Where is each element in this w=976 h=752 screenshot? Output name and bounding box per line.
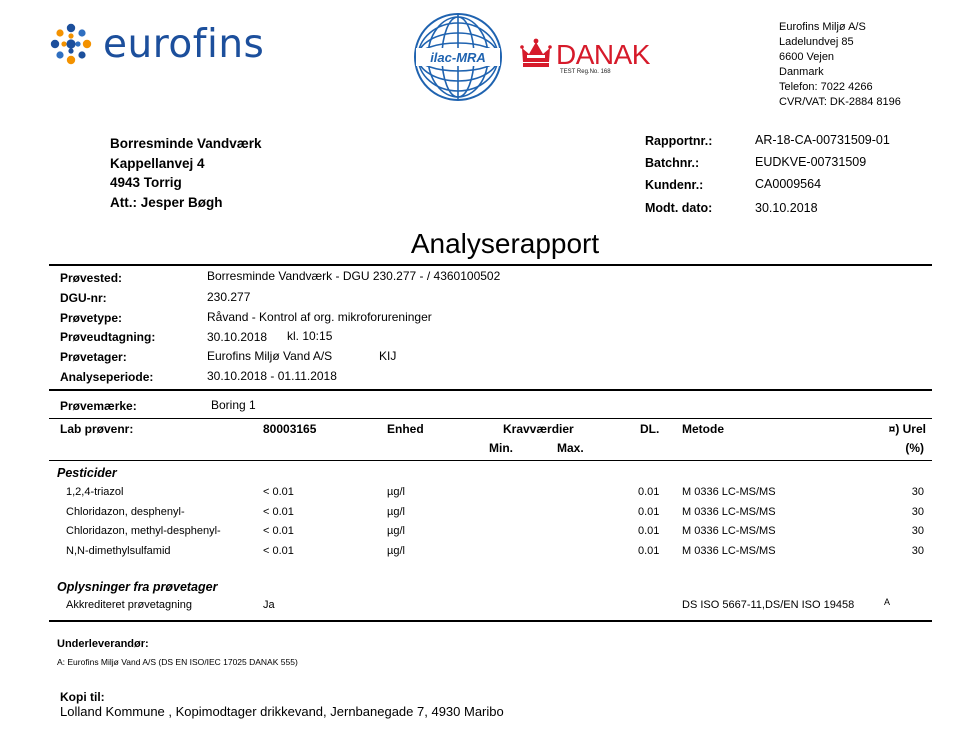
- divider: [49, 389, 932, 391]
- analyte-name: 1,2,4-triazol: [66, 486, 124, 498]
- kopi-value: Lolland Kommune , Kopimodtager drikkevand, Jernbanegade 7, 4930 Maribo: [60, 704, 504, 719]
- col-urel-header: ¤) Urel: [888, 422, 926, 436]
- analyte-name: N,N-dimethylsulfamid: [66, 545, 171, 557]
- col-min-header: Min.: [489, 441, 513, 455]
- analyte-value: < 0.01: [263, 506, 294, 518]
- analyte-urel: 30: [911, 486, 924, 498]
- col-dl-header: DL.: [640, 422, 660, 436]
- analyte-unit: µg/l: [387, 506, 405, 518]
- udtagning-date: 30.10.2018: [207, 330, 268, 344]
- analyte-unit: µg/l: [387, 486, 405, 498]
- sender-address: [779, 20, 901, 110]
- udtagning-time: kl. 10:15: [287, 329, 333, 343]
- analyte-value: < 0.01: [263, 525, 294, 537]
- provetager-value: Eurofins Miljø Vand A/S: [207, 349, 333, 363]
- address-line: Eurofins Miljø A/S: [779, 21, 866, 33]
- provetype-label: Prøvetype:: [60, 311, 123, 325]
- col-metode-header: Metode: [682, 422, 724, 436]
- danak-logo: [518, 36, 653, 80]
- akkrediteret-flag: A: [884, 597, 891, 607]
- crown-icon: [518, 36, 554, 72]
- danak-reg-number: TEST Reg.No. 168: [560, 69, 611, 75]
- analyte-name: Chloridazon, methyl-desphenyl-: [66, 525, 221, 537]
- provested-value: Borresminde Vandværk - DGU 230.277 - / 4360100502: [207, 269, 501, 283]
- address-line: Danmark: [779, 66, 824, 78]
- eurofins-wordmark: eurofins: [103, 21, 265, 67]
- analyte-dl: 0.01: [638, 486, 660, 498]
- analyte-unit: µg/l: [387, 525, 405, 537]
- kundenr-label: Kundenr.:: [645, 178, 704, 192]
- provested-label: Prøvested:: [60, 271, 123, 285]
- analyte-urel: 30: [911, 506, 924, 518]
- periode-label: Analyseperiode:: [60, 370, 154, 384]
- batchnr-label: Batchnr.:: [645, 156, 700, 170]
- analyte-dl: 0.01: [638, 525, 660, 537]
- analyte-method: M 0336 LC-MS/MS: [682, 545, 776, 557]
- provetype-value: Råvand - Kontrol af org. mikroforureninger: [207, 310, 432, 324]
- rapportnr-value: AR-18-CA-00731509-01: [755, 133, 890, 147]
- akkrediteret-method: DS ISO 5667-11,DS/EN ISO 19458: [682, 599, 855, 611]
- dgu-label: DGU-nr:: [60, 291, 107, 305]
- divider: [49, 460, 932, 461]
- kopi-label: Kopi til:: [60, 690, 105, 704]
- address-line: CVR/VAT: DK-2884 8196: [779, 96, 901, 108]
- ilac-mra-logo: [413, 12, 503, 102]
- underleverandor-value: A: Eurofins Miljø Vand A/S (DS EN ISO/IEC 17025 DANAK 555): [57, 657, 298, 667]
- provetager-label: Prøvetager:: [60, 350, 127, 364]
- recipient-line: Borresminde Vandværk: [110, 136, 262, 151]
- analyte-dl: 0.01: [638, 506, 660, 518]
- address-line: 6600 Vejen: [779, 51, 835, 63]
- recipient-line: 4943 Torrig: [110, 175, 182, 190]
- col-lab-header: Lab prøvenr:: [60, 422, 134, 436]
- eurofins-logo: [47, 20, 264, 68]
- provemaerke-label: Prøvemærke:: [60, 399, 137, 413]
- recipient-line: Att.: Jesper Bøgh: [110, 194, 223, 210]
- divider: [49, 620, 932, 622]
- col-enhed-header: Enhed: [387, 422, 424, 436]
- analyte-method: M 0336 LC-MS/MS: [682, 506, 776, 518]
- batchnr-value: EUDKVE-00731509: [755, 155, 867, 169]
- lab-number: 80003165: [263, 422, 317, 436]
- page-title: Analyserapport: [410, 228, 600, 259]
- recipient-address: [110, 134, 262, 212]
- eurofins-dots-icon: [47, 20, 95, 68]
- analyte-name: Chloridazon, desphenyl-: [66, 506, 185, 518]
- address-line: Ladelundvej 85: [779, 36, 854, 48]
- recipient-line: Kappellanvej 4: [110, 155, 205, 171]
- analyte-unit: µg/l: [387, 545, 405, 557]
- dgu-value: 230.277: [207, 290, 251, 304]
- col-max-header: Max.: [557, 441, 584, 455]
- section-pesticider: Pesticider: [57, 466, 117, 480]
- analyte-method: M 0336 LC-MS/MS: [682, 486, 776, 498]
- analyte-urel: 30: [911, 525, 924, 537]
- ilac-text: ilac-MRA: [430, 50, 486, 65]
- section-oplysninger: Oplysninger fra prøvetager: [57, 580, 218, 594]
- akkrediteret-label: Akkrediteret prøvetagning: [66, 599, 192, 611]
- analyte-value: < 0.01: [263, 545, 294, 557]
- udtagning-label: Prøveudtagning:: [60, 330, 156, 344]
- kundenr-value: CA0009564: [755, 177, 822, 191]
- analyte-urel: 30: [911, 545, 924, 557]
- analyte-method: M 0336 LC-MS/MS: [682, 525, 776, 537]
- divider: [49, 264, 932, 266]
- divider: [49, 418, 932, 419]
- analyte-value: < 0.01: [263, 486, 294, 498]
- col-urel-unit: (%): [905, 441, 924, 455]
- periode-value: 30.10.2018 - 01.11.2018: [207, 369, 337, 383]
- col-krav-header: Kravværdier: [503, 422, 574, 436]
- akkrediteret-value: Ja: [263, 599, 275, 611]
- provetager-code: KIJ: [379, 349, 397, 363]
- danak-wordmark: DANAK: [556, 39, 650, 70]
- rapportnr-label: Rapportnr.:: [645, 134, 713, 148]
- modt-dato-value: 30.10.2018: [755, 201, 818, 215]
- analyte-dl: 0.01: [638, 545, 660, 557]
- modt-dato-label: Modt. dato:: [645, 201, 713, 215]
- underleverandor-label: Underleverandør:: [57, 638, 149, 650]
- address-line: Telefon: 7022 4266: [779, 81, 873, 93]
- provemaerke-value: Boring 1: [211, 398, 256, 412]
